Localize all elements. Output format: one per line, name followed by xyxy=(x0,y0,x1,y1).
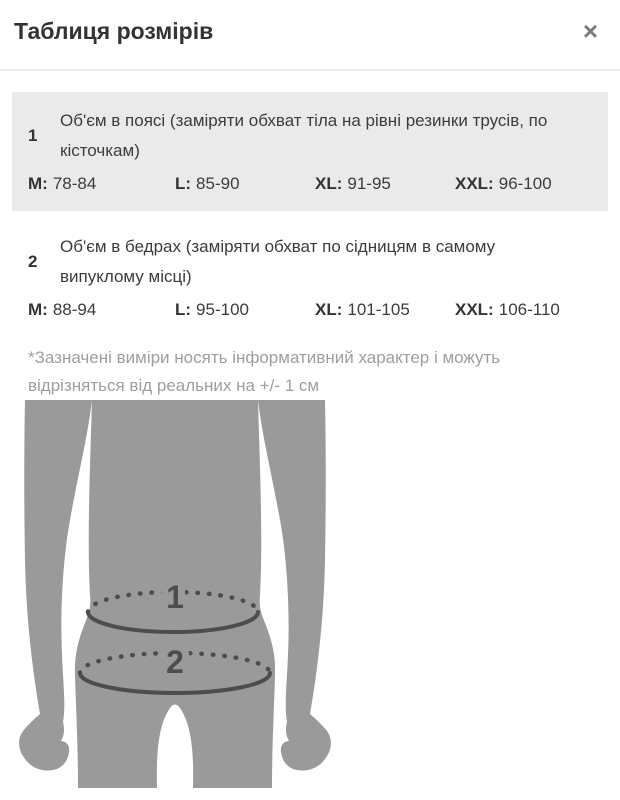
body-silhouette-figure xyxy=(0,400,350,790)
sizes-row xyxy=(28,173,592,194)
description-line: Об'єм в поясі (заміряти обхват тіла на рівні резинки трусів, по xyxy=(60,111,548,130)
measurement-description xyxy=(60,232,592,292)
size-cell-xxl xyxy=(455,299,592,320)
size-cell-m xyxy=(28,299,175,320)
size-label: L: xyxy=(175,174,192,193)
measurement-section-waist xyxy=(12,92,608,211)
size-label: M: xyxy=(28,300,48,319)
page-title: Таблиця розмірів xyxy=(14,18,214,44)
description-line: випуклому місці) xyxy=(60,267,192,286)
note-line: відрізняться від реальних на +/- 1 см xyxy=(28,376,320,395)
measurement-description xyxy=(60,106,592,166)
disclaimer-note xyxy=(28,344,590,400)
size-value: 88-94 xyxy=(52,300,97,319)
size-label: L: xyxy=(175,300,192,319)
header-divider xyxy=(0,69,620,71)
size-value: 95-100 xyxy=(196,300,249,319)
size-value: 101-105 xyxy=(347,300,410,319)
size-label: XXL: xyxy=(455,174,494,193)
size-value: 91-95 xyxy=(347,174,391,193)
measurement-row xyxy=(28,106,592,166)
size-cell-l xyxy=(175,173,315,194)
waist-measure-label: 1 xyxy=(166,579,184,615)
measurement-section-hips xyxy=(12,232,608,320)
size-label: XL: xyxy=(315,174,343,193)
size-value: 96-100 xyxy=(498,174,552,193)
close-icon[interactable]: × xyxy=(582,16,598,46)
size-value: 106-110 xyxy=(498,300,560,319)
hip-measure-label: 2 xyxy=(166,644,184,680)
note-line: *Зазначені виміри носять інформативний характер і можуть xyxy=(28,348,501,367)
size-cell-xl xyxy=(315,299,455,320)
description-line: кісточкам) xyxy=(60,141,140,160)
modal-header xyxy=(0,0,620,45)
size-label: M: xyxy=(28,174,48,193)
measurement-number: 1 xyxy=(28,126,38,145)
size-cell-xl xyxy=(315,173,455,194)
size-value: 78-84 xyxy=(52,174,97,193)
size-value: 85-90 xyxy=(196,174,240,193)
measurement-row xyxy=(28,232,592,292)
size-cell-l xyxy=(175,299,315,320)
size-label: XXL: xyxy=(455,300,494,319)
description-line: Об'єм в бедрах (заміряти обхват по сідницям в самому xyxy=(60,237,496,256)
measurement-number: 2 xyxy=(28,252,38,271)
size-label: XL: xyxy=(315,300,343,319)
size-cell-xxl xyxy=(455,173,592,194)
sizes-row xyxy=(28,299,592,320)
size-cell-m xyxy=(28,173,175,194)
